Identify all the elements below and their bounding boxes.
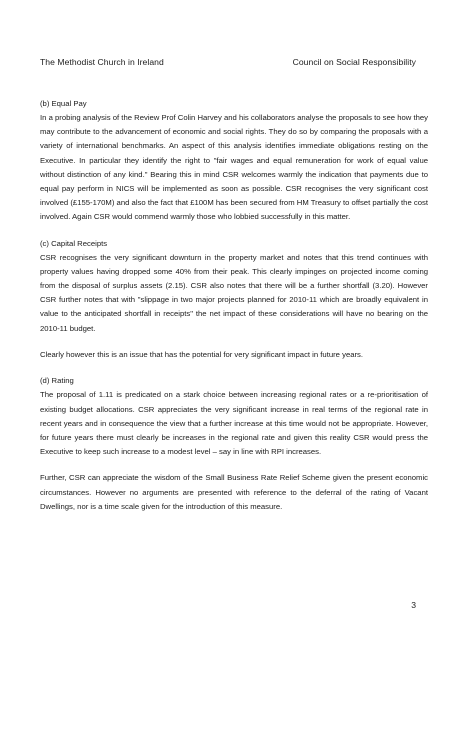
- section-heading: (d) Rating: [40, 376, 74, 386]
- header-council: Council on Social Responsibility: [292, 57, 416, 67]
- header-organisation: The Methodist Church in Ireland: [40, 57, 164, 67]
- document-body: [40, 97, 428, 526]
- section-equal-pay: [40, 97, 428, 224]
- paragraph: Further, CSR can appreciate the wisdom of the Small Business Rate Relief Scheme given the present economic circumstances. However no arguments are presented with reference to the deferral of the rating of Vacant Dwellings, nor is a time scale given for the introduction of this measure.: [40, 473, 428, 511]
- section-rating: [40, 374, 428, 514]
- section-heading: (c) Capital Receipts: [40, 238, 108, 248]
- section-capital-receipts: [40, 237, 428, 362]
- paragraph: In a probing analysis of the Review Prof Colin Harvey and his collaborators analyse the proposals to see how they may contribute to the advancement of economic and social rights. They do so by comparing the proposals with a variety of international benchmarks. An aspect of this analysis identifies immediate obligations resting on the Executive. In particular they identify the right to "fair wages and equal remuneration for work of equal value without distinction of any kind." Bearing this in mind CSR welcomes warmly the indication that payments due to equal pay perform in NICS will be implemented as soon as possible. CSR recognises the very significant cost involved (£155-170M) and also the fact that £100M has been secured from HM Treasury to offset partially the cost involved. Again CSR would commend warmly those who lobbied successfully in this matter.: [40, 113, 428, 222]
- paragraph: The proposal of 1.11 is predicated on a stark choice between increasing regional rates or a re-prioritisation of existing budget allocations. CSR appreciates the very significant increase in real terms of the regional rate in recent years and in consequence the view that a further increase at this time would not be appropriate. However, for future years there must clearly be increases in the regional rate and given this reality CSR would press the Executive to keep such increase to a modest level – say in line with RPI increases.: [40, 390, 428, 456]
- page-number: 3: [411, 600, 416, 610]
- page-header: [40, 57, 416, 67]
- section-heading: (b) Equal Pay: [40, 99, 87, 108]
- paragraph: Clearly however this is an issue that has the potential for very significant impact in future years.: [40, 349, 364, 359]
- paragraph: CSR recognises the very significant downturn in the property market and notes that this trend continues with property values having dropped some 40% from their peak. This clearly impinges on projected income coming from the disposal of surplus assets (2.15). CSR also notes that there will be a further shortfall (3.20). However CSR further notes that with "slippage in two major projects planned for 2010-11 which are broadly equivalent in value to the anticipated shortfall in receipts" the net impact of these considerations will have no bearing on the 2010-11 budget.: [40, 252, 428, 333]
